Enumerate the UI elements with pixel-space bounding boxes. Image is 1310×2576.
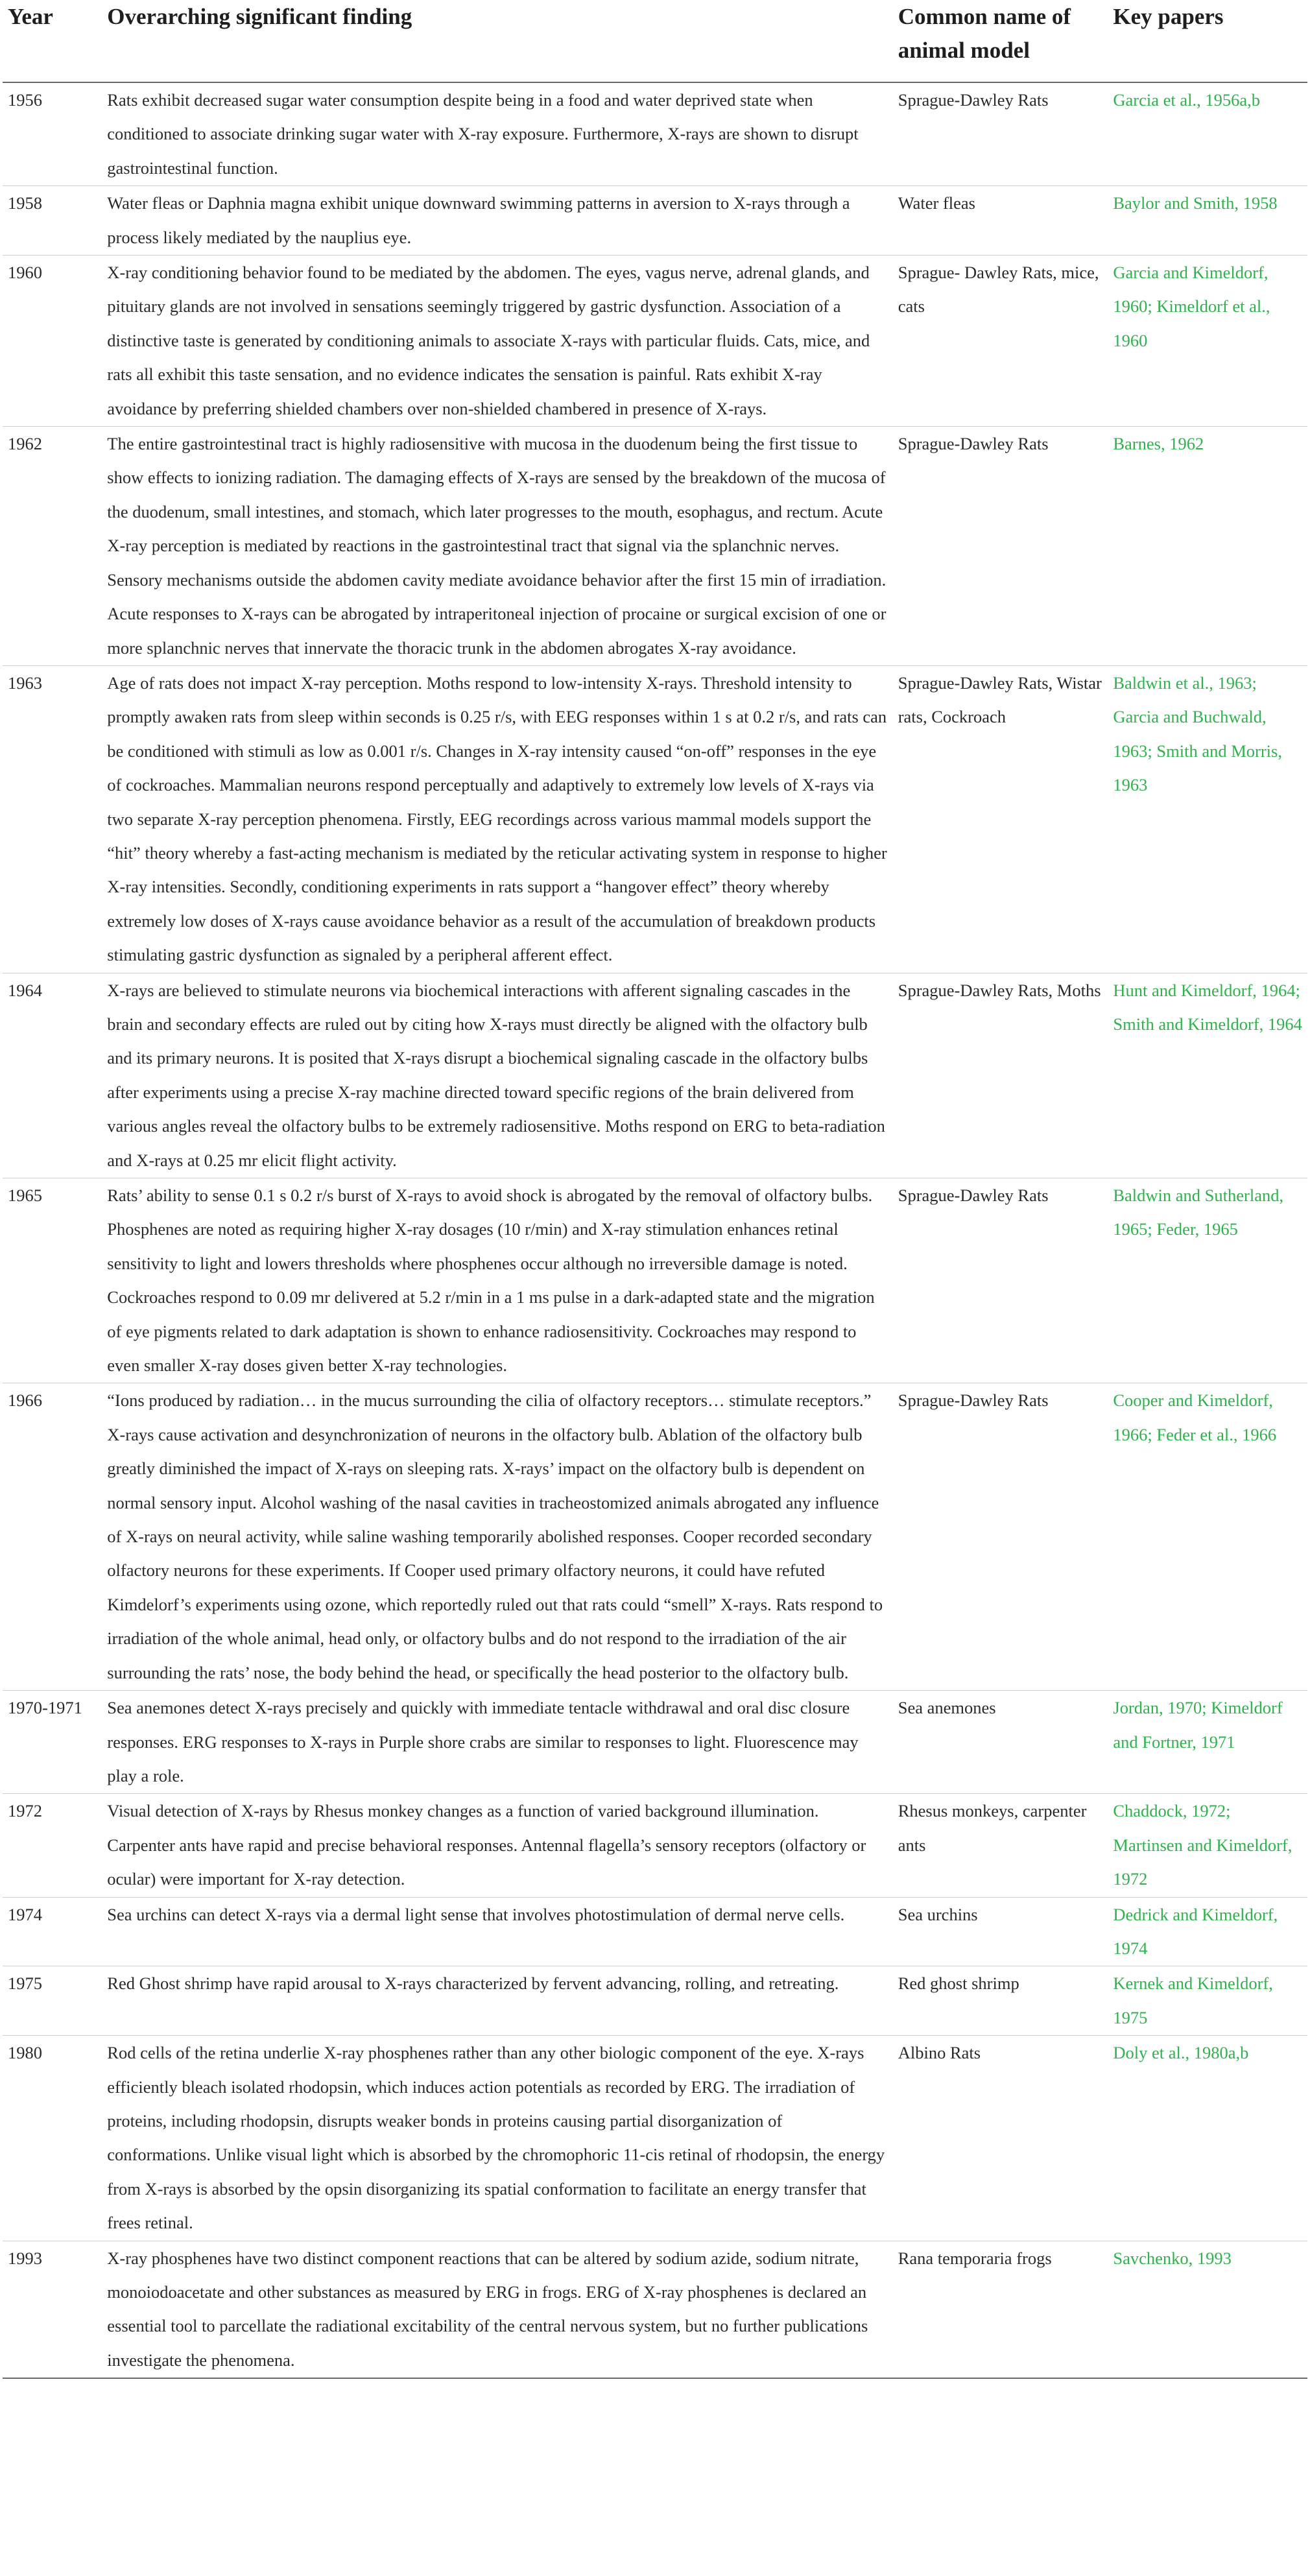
table-row — [3, 1794, 1307, 1897]
table-row — [3, 1178, 1307, 1383]
cell-year: 1974 — [8, 1904, 42, 1924]
cell-year: 1966 — [8, 1390, 42, 1411]
cell-finding: X-rays are believed to stimulate neurons via biochemical interactions with afferent signaling cascades in the brain and secondary effects are ruled out by citing how X-rays must directly be aligned with the olfactory bulb and its primary neurons. It is posited that X-rays disrupt a biochemical signaling cascade in the olfactory bulbs after experiments using a precise X-ray machine directed toward specific regions of the brain delivered from various angles reveal the olfactory bulbs to be extremely radiosensitive. Moths respond on ERG to beta-radiation and X-rays at 0.25 mr elicit flight activity. — [107, 980, 885, 1170]
cell-model: Albino Rats — [898, 2043, 981, 2063]
cell-year: 1960 — [8, 263, 42, 283]
table-row — [3, 2241, 1307, 2378]
cell-papers[interactable]: Savchenko, 1993 — [1113, 2248, 1232, 2268]
cell-year: 1993 — [8, 2248, 42, 2268]
table-row — [3, 1966, 1307, 2036]
cell-year: 1975 — [8, 1974, 42, 1994]
cell-finding: Water fleas or Daphnia magna exhibit unique downward swimming patterns in aversion to X-rays through a process likely mediated by the nauplius eye. — [107, 193, 850, 247]
header-finding: Overarching significant finding — [107, 4, 412, 29]
cell-model: Rhesus monkeys, carpenter ants — [898, 1801, 1087, 1855]
table-body — [3, 82, 1307, 2378]
cell-finding: Visual detection of X-rays by Rhesus monkey changes as a function of varied background illumination. Carpenter ants have rapid and precise behavioral responses. Antennal flagella’s sensory receptors (olfactory or ocular) were important for X-ray detection. — [107, 1801, 866, 1889]
cell-year: 1963 — [8, 673, 42, 693]
table-row — [3, 427, 1307, 666]
cell-papers[interactable]: Jordan, 1970; Kimeldorf and Fortner, 1971 — [1113, 1698, 1283, 1752]
cell-model: Sprague-Dawley Rats, Moths — [898, 980, 1101, 1000]
cell-year: 1956 — [8, 90, 42, 110]
cell-papers[interactable]: Baldwin et al., 1963; Garcia and Buchwald, 1963; Smith and Morris, 1963 — [1113, 673, 1282, 795]
cell-model: Sprague-Dawley Rats — [898, 90, 1049, 110]
cell-model: Sprague-Dawley Rats — [898, 1186, 1049, 1205]
table-row — [3, 82, 1307, 186]
header-year: Year — [8, 4, 53, 29]
cell-papers[interactable]: Baldwin and Sutherland, 1965; Feder, 1965 — [1113, 1186, 1284, 1239]
header-model: Common name of animal model — [898, 4, 1071, 63]
cell-papers[interactable]: Barnes, 1962 — [1113, 434, 1204, 454]
cell-finding: Rats exhibit decreased sugar water consumption despite being in a food and water deprived state when conditioned to associate drinking sugar water with X-ray exposure. Furthermore, X-rays are shown to disrupt gastrointestinal function. — [107, 90, 859, 178]
cell-finding: X-ray conditioning behavior found to be mediated by the abdomen. The eyes, vagus nerve, adrenal glands, and pituitary glands are not involved in sensations seemingly triggered by gastric dysfunction. Association of a distinctive taste is generated by conditioning animals to associate X-rays with particular fluids. Cats, mice, and rats all exhibit this taste sensation, and no evidence indicates the sensation is painful. Rats exhibit X-ray avoidance by preferring shielded chambers over non-shielded chambered in presence of X-rays. — [107, 263, 870, 418]
cell-papers[interactable]: Garcia and Kimeldorf, 1960; Kimeldorf et al., 1960 — [1113, 263, 1270, 350]
cell-papers[interactable]: Kernek and Kimeldorf, 1975 — [1113, 1974, 1273, 2027]
cell-finding: X-ray phosphenes have two distinct component reactions that can be altered by sodium azide, sodium nitrate, monoiodoacetate and other substances as measured by ERG in frogs. ERG of X-ray phosphenes is declared an essential tool to parcellate the radiational excitability of the central nervous system, but no further publications investigate the phenomena. — [107, 2248, 868, 2370]
cell-papers[interactable]: Chaddock, 1972; Martinsen and Kimeldorf, 1972 — [1113, 1801, 1292, 1889]
cell-finding: Sea anemones detect X-rays precisely and quickly with immediate tentacle withdrawal and oral disc closure responses. ERG responses to X-rays in Purple shore crabs are similar to responses to light. Fluorescence may play a role. — [107, 1698, 859, 1785]
cell-papers[interactable]: Dedrick and Kimeldorf, 1974 — [1113, 1904, 1278, 1958]
cell-finding: The entire gastrointestinal tract is highly radiosensitive with mucosa in the duodenum being the first tissue to show effects to ionizing radiation. The damaging effects of X-rays are sensed by the breakdown of the mucosa of the duodenum, small intestines, and stomach, which later progresses to the mouth, esophagus, and rectum. Acute X-ray perception is mediated by reactions in the gastrointestinal tract that signal via the splanchnic nerves. Sensory mechanisms outside the abdomen cavity mediate avoidance behavior after the first 15 min of irradiation. Acute responses to X-rays can be abrogated by intraperitoneal injection of procaine or surgical excision of one or more splanchnic nerves that innervate the thoracic trunk in the abdomen abrogates X-ray avoidance. — [107, 434, 887, 658]
cell-papers[interactable]: Cooper and Kimeldorf, 1966; Feder et al., 1966 — [1113, 1390, 1277, 1444]
table-row — [3, 1897, 1307, 1966]
cell-papers[interactable]: Hunt and Kimeldorf, 1964; Smith and Kimeldorf, 1964 — [1113, 980, 1302, 1034]
table-row — [3, 973, 1307, 1178]
findings-table — [3, 0, 1307, 2379]
cell-model: Red ghost shrimp — [898, 1974, 1019, 1994]
cell-papers[interactable]: Garcia et al., 1956a,b — [1113, 90, 1260, 110]
cell-model: Sea anemones — [898, 1698, 996, 1718]
cell-papers[interactable]: Doly et al., 1980a,b — [1113, 2043, 1249, 2063]
cell-papers[interactable]: Baylor and Smith, 1958 — [1113, 193, 1278, 213]
table-row — [3, 2036, 1307, 2241]
cell-model: Sprague-Dawley Rats — [898, 1390, 1049, 1411]
header-row — [3, 0, 1307, 82]
cell-model: Sprague-Dawley Rats — [898, 434, 1049, 454]
table-row — [3, 256, 1307, 427]
cell-model: Water fleas — [898, 193, 975, 213]
table-row — [3, 1383, 1307, 1691]
cell-year: 1964 — [8, 980, 42, 1000]
cell-year: 1962 — [8, 434, 42, 454]
table-row — [3, 186, 1307, 256]
cell-year: 1965 — [8, 1186, 42, 1205]
cell-model: Sprague- Dawley Rats, mice, cats — [898, 263, 1099, 316]
cell-model: Sea urchins — [898, 1904, 978, 1924]
cell-finding: Red Ghost shrimp have rapid arousal to X-rays characterized by fervent advancing, rolling, and retreating. — [107, 1974, 839, 1994]
cell-year: 1958 — [8, 193, 42, 213]
cell-finding: “Ions produced by radiation… in the mucus surrounding the cilia of olfactory receptors… stimulate receptors.” X-rays cause activation and desynchronization of neurons in the olfactory bulb. Ablation of the olfactory bulb greatly diminished the impact of X-rays on sleeping rats. X-rays’ impact on the olfactory bulb is dependent on normal sensory input. Alcohol washing of the nasal cavities in tracheostomized animals abrogated any influence of X-rays on neural activity, while saline washing temporarily abolished responses. Cooper recorded secondary olfactory neurons for these experiments. If Cooper used primary olfactory neurons, it could have refuted Kimdelorf’s experiments using ozone, which reportedly ruled out that rats could “smell” X-rays. Rats respond to irradiation of the whole animal, head only, or olfactory bulbs and do not respond to the irradiation of the air surrounding the rats’ nose, the body behind the head, or specifically the head posterior to the olfactory bulb. — [107, 1390, 883, 1682]
cell-finding: Rats’ ability to sense 0.1 s 0.2 r/s burst of X-rays to avoid shock is abrogated by the removal of olfactory bulbs. Phosphenes are noted as requiring higher X-ray dosages (10 r/min) and X-ray stimulation enhances retinal sensitivity to light and lowers thresholds where phosphenes occur although no irreversible damage is noted. Cockroaches respond to 0.09 mr delivered at 5.2 r/min in a 1 ms pulse in a dark-adapted state and the migration of eye pigments related to dark adaptation is shown to enhance radiosensitivity. Cockroaches may respond to even smaller X-ray doses given better X-ray technologies. — [107, 1186, 875, 1376]
cell-finding: Rod cells of the retina underlie X-ray phosphenes rather than any other biologic component of the eye. X-rays efficiently bleach isolated rhodopsin, which induces action potentials as recorded by ERG. The irradiation of proteins, including rhodopsin, disrupts weaker bonds in proteins causing partial disorganization of conformations. Unlike visual light which is absorbed by the chromophoric 11-cis retinal of rhodopsin, the energy from X-rays is absorbed by the opsin disorganizing its spatial conformation to facilitate an energy transfer that frees retinal. — [107, 2043, 885, 2233]
cell-year: 1972 — [8, 1801, 42, 1821]
cell-finding: Age of rats does not impact X-ray perception. Moths respond to low-intensity X-rays. Threshold intensity to promptly awaken rats from sleep within seconds is 0.25 r/s, with EEG responses within 1 s at 0.2 r/s, and rats can be conditioned with stimuli as low as 0.001 r/s. Changes in X-ray intensity caused “on-off” responses in the eye of cockroaches. Mammalian neurons respond perceptually and adaptively to extremely low levels of X-rays via two separate X-ray perception phenomena. Firstly, EEG recordings across various mammal models support the “hit” theory whereby a fast-acting mechanism is mediated by the reticular activating system in response to higher X-ray intensities. Secondly, conditioning experiments in rats support a “hangover effect” theory whereby extremely low doses of X-rays cause avoidance behavior as a result of the accumulation of breakdown products stimulating gastric dysfunction as signaled by a peripheral afferent effect. — [107, 673, 887, 965]
cell-year: 1980 — [8, 2043, 42, 2063]
header-papers: Key papers — [1113, 4, 1224, 29]
table-header — [3, 0, 1307, 82]
table-row — [3, 1691, 1307, 1794]
cell-year: 1970-1971 — [8, 1698, 82, 1718]
cell-finding: Sea urchins can detect X-rays via a dermal light sense that involves photostimulation of dermal nerve cells. — [107, 1904, 845, 1924]
cell-model: Sprague-Dawley Rats, Wistar rats, Cockroach — [898, 673, 1102, 727]
table-row — [3, 665, 1307, 973]
cell-model: Rana temporaria frogs — [898, 2248, 1052, 2268]
